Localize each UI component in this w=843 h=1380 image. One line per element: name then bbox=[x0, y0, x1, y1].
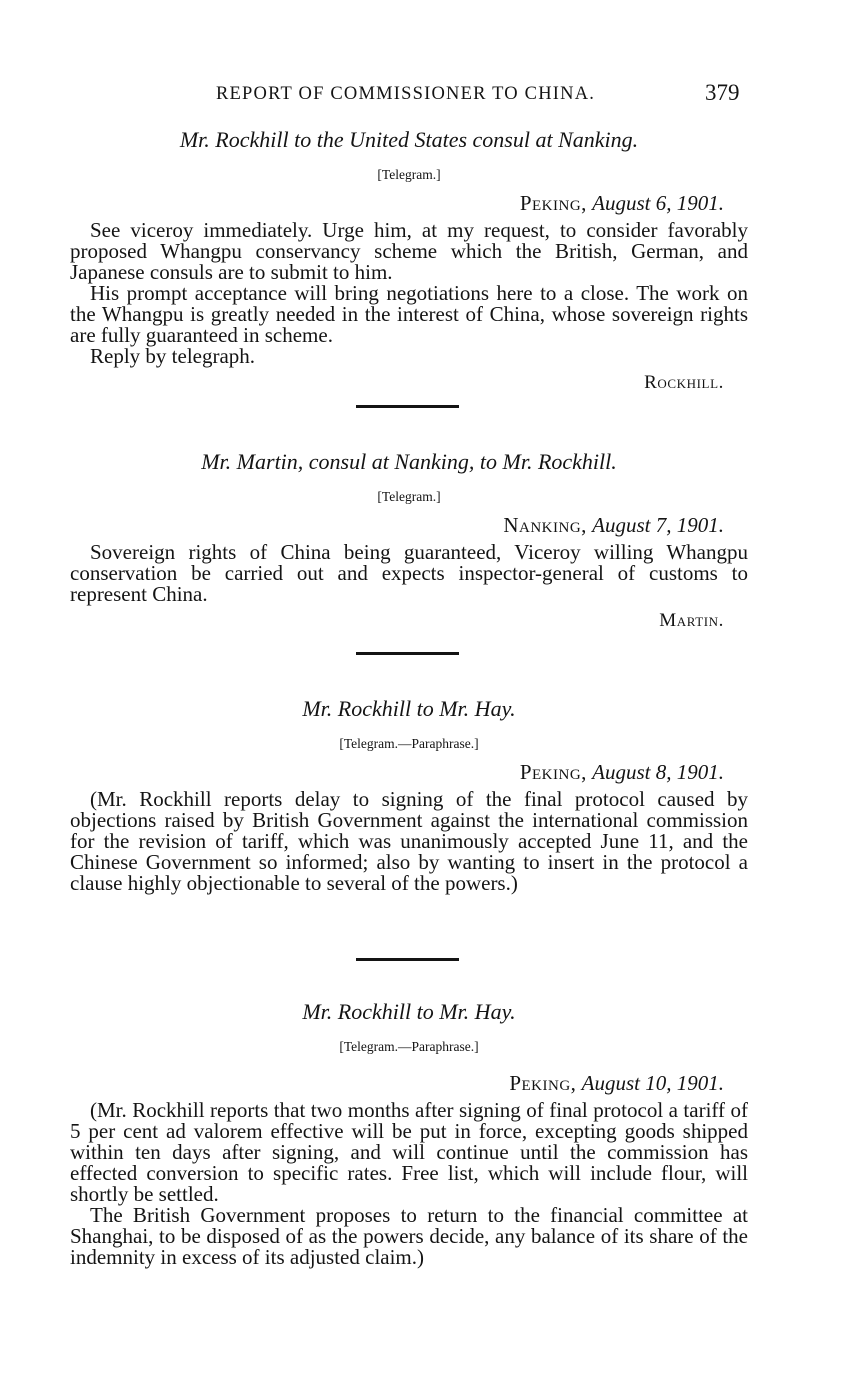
running-title: REPORT OF COMMISSIONER TO CHINA. bbox=[216, 84, 596, 104]
dateline-date: August 6, 1901. bbox=[592, 191, 724, 215]
telegram-section-2 bbox=[70, 448, 748, 633]
body-paragraph: The British Government proposes to return to the financial committee at Shanghai, to be disposed of as the powers decide, any balance of its share of the indemnity in excess of its adjusted claim.) bbox=[70, 1203, 748, 1269]
section-divider bbox=[356, 958, 459, 961]
dateline bbox=[70, 759, 748, 785]
body-paragraph: See viceroy immediately. Urge him, at my request, to consider favorably proposed Whangpu conservancy scheme which the British, German, and Japanese consuls are to submit to him. bbox=[70, 218, 748, 284]
telegram-section-1 bbox=[70, 126, 748, 395]
dateline bbox=[70, 512, 748, 538]
dateline-place: Peking, bbox=[519, 760, 587, 784]
body-paragraph: His prompt acceptance will bring negotiations here to a close. The work on the Whangpu is greatly needed in the interest of China, whose sovereign rights are fully guaranteed in scheme. bbox=[70, 281, 748, 347]
dateline-place: Peking, bbox=[519, 191, 587, 215]
signature: Martin. bbox=[659, 610, 724, 631]
page-number: 379 bbox=[705, 80, 740, 105]
section-title: Mr. Rockhill to Mr. Hay. bbox=[302, 696, 516, 721]
dateline-place: Nanking, bbox=[503, 513, 587, 537]
running-head bbox=[0, 82, 843, 110]
section-subtitle: [Telegram.—Paraphrase.] bbox=[339, 1039, 479, 1054]
dateline bbox=[70, 190, 748, 216]
dateline bbox=[70, 1070, 748, 1096]
dateline-date: August 10, 1901. bbox=[581, 1071, 724, 1095]
signature: Rockhill. bbox=[644, 372, 724, 393]
section-title: Mr. Rockhill to Mr. Hay. bbox=[302, 999, 516, 1024]
body-paragraph: (Mr. Rockhill reports delay to signing of the final protocol caused by objections raised by British Government against the international commission for the revision of tariff, which was unanimously accepted June 11, and the Chinese Government so informed; also by wanting to insert in the protocol a clause highly objectionable to several of the powers.) bbox=[70, 787, 748, 895]
section-title: Mr. Martin, consul at Nanking, to Mr. Rockhill. bbox=[201, 449, 617, 474]
dateline-date: August 8, 1901. bbox=[592, 760, 724, 784]
telegram-section-3 bbox=[70, 695, 748, 894]
section-subtitle: [Telegram.] bbox=[377, 489, 441, 504]
telegram-section-4 bbox=[70, 998, 748, 1268]
section-title: Mr. Rockhill to the United States consul at Nanking. bbox=[179, 127, 639, 152]
body-paragraph: Sovereign rights of China being guaranteed, Viceroy willing Whangpu conservation be carried out and expects inspector-general of customs to represent China. bbox=[70, 540, 748, 606]
section-subtitle: [Telegram.—Paraphrase.] bbox=[339, 736, 479, 751]
dateline-place: Peking, bbox=[509, 1071, 577, 1095]
section-divider bbox=[356, 405, 459, 408]
dateline-date: August 7, 1901. bbox=[592, 513, 724, 537]
body-paragraph: Reply by telegraph. bbox=[90, 344, 256, 368]
section-subtitle: [Telegram.] bbox=[377, 167, 441, 182]
section-divider bbox=[356, 652, 459, 655]
body-paragraph: (Mr. Rockhill reports that two months after signing of final protocol a tariff of 5 per cent ad valorem effective will be put in force, excepting goods shipped within ten days after signing, and will continue until the commission has effected conversion to specific rates. Free list, which will include flour, will shortly be settled. bbox=[70, 1098, 748, 1206]
